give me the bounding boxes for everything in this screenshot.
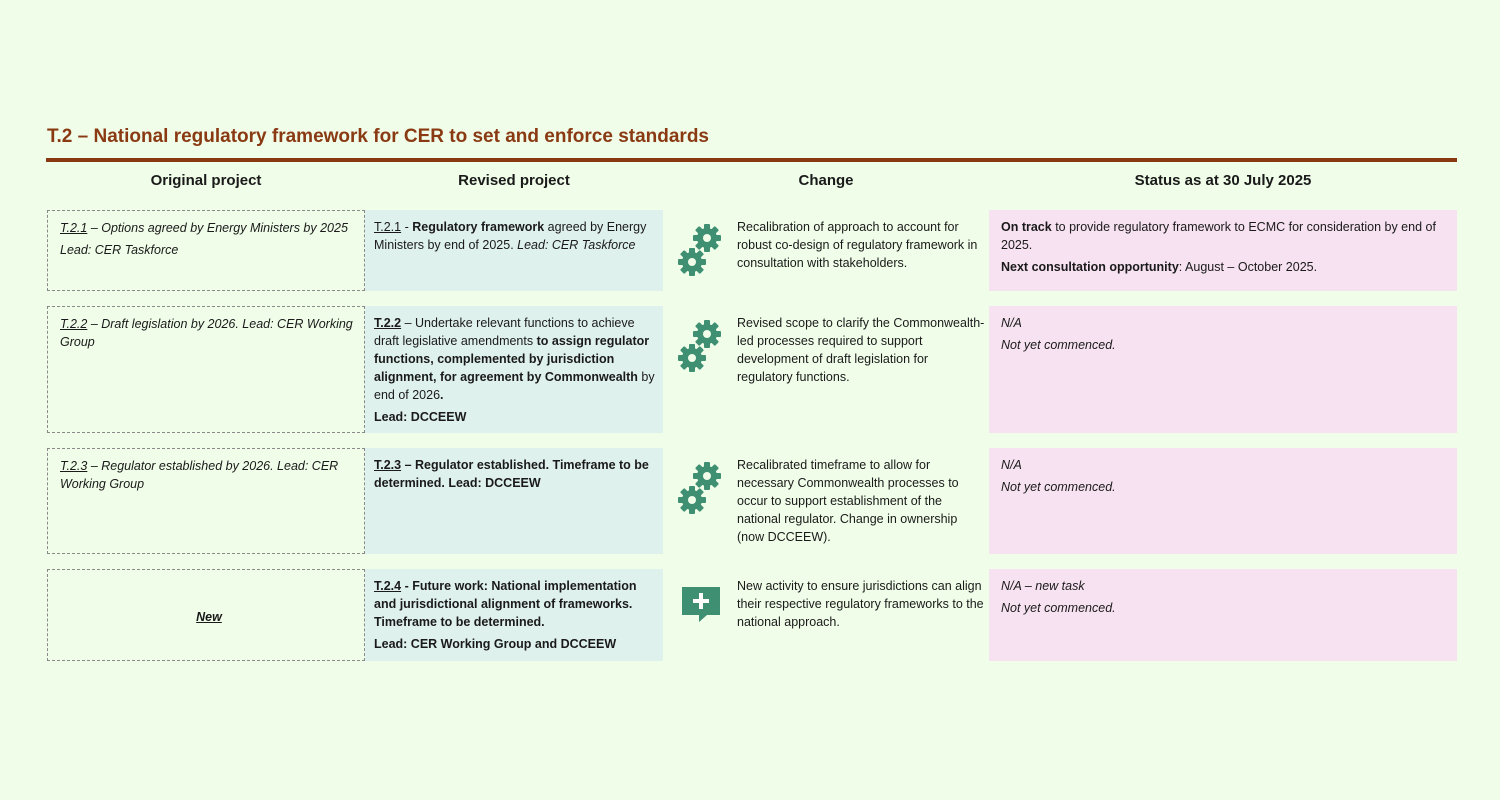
original-text: – Regulator established by 2026. Lead: CER Working Group [60,459,339,491]
project-id: T.2.2 [60,317,88,331]
revised-project-t21 [365,210,663,291]
change-description: New activity to ensure jurisdictions can align their respective regulatory frameworks to the national approach. [737,579,984,629]
status-t24 [989,569,1457,661]
revised-text: by end of 2026 [374,370,655,402]
new-label: New [196,610,222,624]
status-t21 [989,210,1457,291]
change-description: Revised scope to clarify the Commonwealth-led processes required to support development of draft legislation for regulatory functions. [737,316,985,384]
project-id: T.2.3 [374,458,402,472]
revised-text: – Undertake relevant functions to achieve draft legislative amendments [374,316,635,348]
change-description: Recalibration of approach to account for robust co-design of regulatory framework in consultation with stakeholders. [737,220,978,270]
speech-bubble-plus-icon [677,584,725,638]
column-header-original: Original project [150,172,262,189]
project-id: T.2.1 [60,221,88,235]
revised-bold: - Future work: National implementation and jurisdictional alignment of frameworks. Timeframe to be determined. [374,579,637,629]
gears-icon [677,318,725,372]
status-text: Not yet commenced. [1001,601,1116,615]
original-project-t21 [47,210,365,291]
project-id: T.2.2 [374,316,402,330]
status-na: N/A [1001,458,1022,472]
status-bold: On track [1001,220,1052,234]
original-text: – Draft legislation by 2026. Lead: CER Working Group [60,317,353,349]
project-id: T.2.3 [60,459,88,473]
original-project-t23 [47,448,365,554]
original-project-new [47,569,365,661]
status-text: to provide regulatory framework to ECMC for consideration by end of 2025. [1001,220,1436,252]
revised-end: . [440,388,444,402]
revised-text: agreed by Energy Ministers by end of 2025. [374,220,647,252]
status-bold: Next consultation opportunity [1001,260,1179,274]
status-na: N/A [1001,316,1022,330]
revised-lead: Lead: CER Working Group and DCCEEW [374,637,617,651]
gears-icon [677,460,725,514]
revised-lead: Lead: DCCEEW [374,410,467,424]
section-title: T.2 – National regulatory framework for CER to set and enforce standards [47,126,709,147]
status-text: : August – October 2025. [1178,260,1318,274]
revised-project-t24 [365,569,663,661]
title-divider [46,158,1457,162]
project-id: T.2.4 [374,579,402,593]
status-na: N/A – new task [1001,579,1085,593]
revised-project-t22 [365,306,663,433]
status-t23 [989,448,1457,554]
change-description: Recalibrated timeframe to allow for necessary Commonwealth processes to occur to support establishment of the national regulator. Change in ownership (now DCCEEW). [737,458,959,544]
status-t22 [989,306,1457,433]
original-lead: Lead: CER Taskforce [60,243,179,257]
gears-icon [677,222,725,276]
revised-project-t23 [365,448,663,554]
separator: - [401,220,413,234]
original-project-t22 [47,306,365,433]
original-text: – Options agreed by Energy Ministers by 2025 [87,221,348,235]
status-text: Not yet commenced. [1001,480,1116,494]
revised-bold: to assign regulator functions, complemented by jurisdiction alignment, for agreement by Commonwealth [374,334,650,384]
column-header-revised: Revised project [458,172,570,189]
revised-bold: Regulatory framework [412,220,545,234]
status-text: Not yet commenced. [1001,338,1116,352]
column-header-status: Status as at 30 July 2025 [1134,172,1312,189]
column-header-change: Change [798,172,854,189]
revised-lead: Lead: CER Taskforce [517,238,636,252]
project-id: T.2.1 [374,220,402,234]
revised-bold: – Regulator established. Timeframe to be determined. Lead: DCCEEW [374,458,649,490]
